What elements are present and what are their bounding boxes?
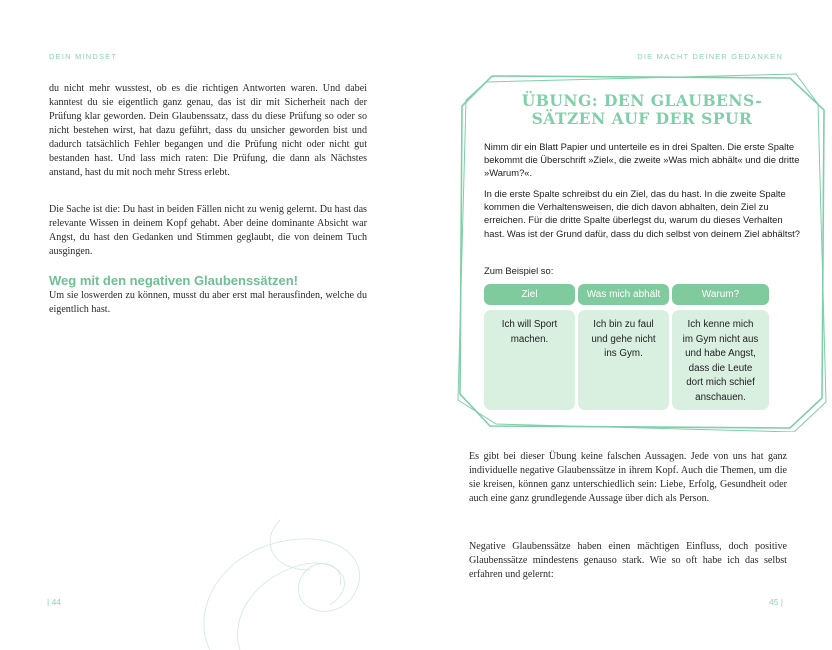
exercise-title-line-1: ÜBUNG: DEN GLAUBENS- (521, 91, 763, 110)
left-paragraph-3: Um sie loswerden zu können, musst du aber erst mal herausfinden, welche du eigentlich hast. (49, 290, 367, 315)
right-paragraph-2: Negative Glaubenssätze haben einen mächtigen Einfluss, doch positive Glaubenssätze mindestens genauso stark. Wie so oft habe ich das selbst erfahren und gelernt: (469, 541, 787, 580)
exercise-box (456, 72, 828, 432)
table-cell-was-mich-abhaelt (578, 310, 669, 410)
right-paragraph-1: Es gibt bei dieser Übung keine falschen Aussagen. Jede von uns hat ganz individuelle negative Glaubenssätze in ihrem Kopf. Auch die Themen, um die sie kreisen, können ganz unterschiedlich sein: Liebe, Erfolg, Gesundheit oder auch eine ganz grundlegende Aussage über dich als Person. (469, 451, 787, 504)
section-heading: Weg mit den negativen Glaubenssätzen! (49, 273, 298, 288)
table-cell-line: Ich kenne mich (687, 319, 754, 330)
page-number-right: 45 | (768, 597, 783, 607)
table-cell-line: dort mich schief (686, 377, 755, 388)
running-head-right: DIE MACHT DEINER GEDANKEN (637, 52, 783, 61)
table-cell-line: im Gym nicht aus (682, 333, 759, 345)
right-page (416, 0, 832, 648)
left-page (0, 0, 416, 648)
table-cell-line: Ich bin zu faul (593, 319, 654, 330)
left-paragraph-1: du nicht mehr wusstest, ob es die richtigen Antworten waren. Und dabei kanntest du sie eigentlich ganz genau, das ist dir mit Sicherheit nach der Prüfung klar geworden. Dein Glaubenssatz, dass du diese Prüfung so oder so nicht bestehen wirst, hat dazu geführt, dass du unsicher geworden bist und dadurch tatsächlich Fehler begangen und die Prüfung nicht oder nicht gut bestanden hast. Und lass mich raten: Die Prüfung, die dann als Nächstes anstand, hast du mit noch mehr Stress erlebt. (49, 83, 367, 178)
table-header-was-mich-abhaelt: Was mich abhält (578, 284, 669, 305)
exercise-example-label: Zum Beispiel so: (484, 265, 554, 276)
exercise-paragraph-2: In die erste Spalte schreibst du ein Ziel, das du hast. In die zweite Spalte kommen die Verhaltensweisen, die dich davon abhalten, dein Ziel zu erreichen. Für die dritte Spalte überlegst du, warum du dieses Verhalten hast. Was ist der Grund dafür, dass du dich selbst von deinem Ziel abhältst? (484, 188, 800, 239)
table-cell-line: ins Gym. (604, 348, 643, 359)
table-cell-line: anschauen. (695, 391, 746, 403)
table-cell-line: und habe Angst, (685, 348, 756, 359)
running-head-left: DEIN MINDSET (49, 52, 118, 61)
page-number-left: | 44 (47, 597, 62, 607)
exercise-title-line-2: SÄTZEN AUF DER SPUR (531, 109, 753, 128)
exercise-title (456, 92, 828, 128)
table-cell-warum (672, 310, 769, 410)
table-cell-line: Ich will Sport (501, 319, 558, 330)
table-cell-line: und gehe nicht (591, 333, 656, 345)
decorative-swirl-icon (180, 510, 380, 650)
table-cell-line: dass die Leute (688, 362, 753, 374)
table-cell-line: machen. (510, 333, 549, 345)
table-header-ziel: Ziel (484, 284, 575, 305)
table-header-warum: Warum? (672, 284, 769, 305)
table-cell-ziel (484, 310, 575, 410)
exercise-paragraph-1: Nimm dir ein Blatt Papier und unterteile es in drei Spalten. Die erste Spalte bekommt die Überschrift »Ziel«, die zweite »Was mich abhält« und die dritte »Warum?«. (484, 141, 800, 179)
left-paragraph-2: Die Sache ist die: Du hast in beiden Fällen nicht zu wenig gelernt. Du hast das relevante Wissen in deinem Kopf gehabt. Aber deine dominante Absicht war Angst, du hast den Gedanken und Stimmen geglaubt, die von deinem Tuch ausgingen. (49, 204, 367, 257)
